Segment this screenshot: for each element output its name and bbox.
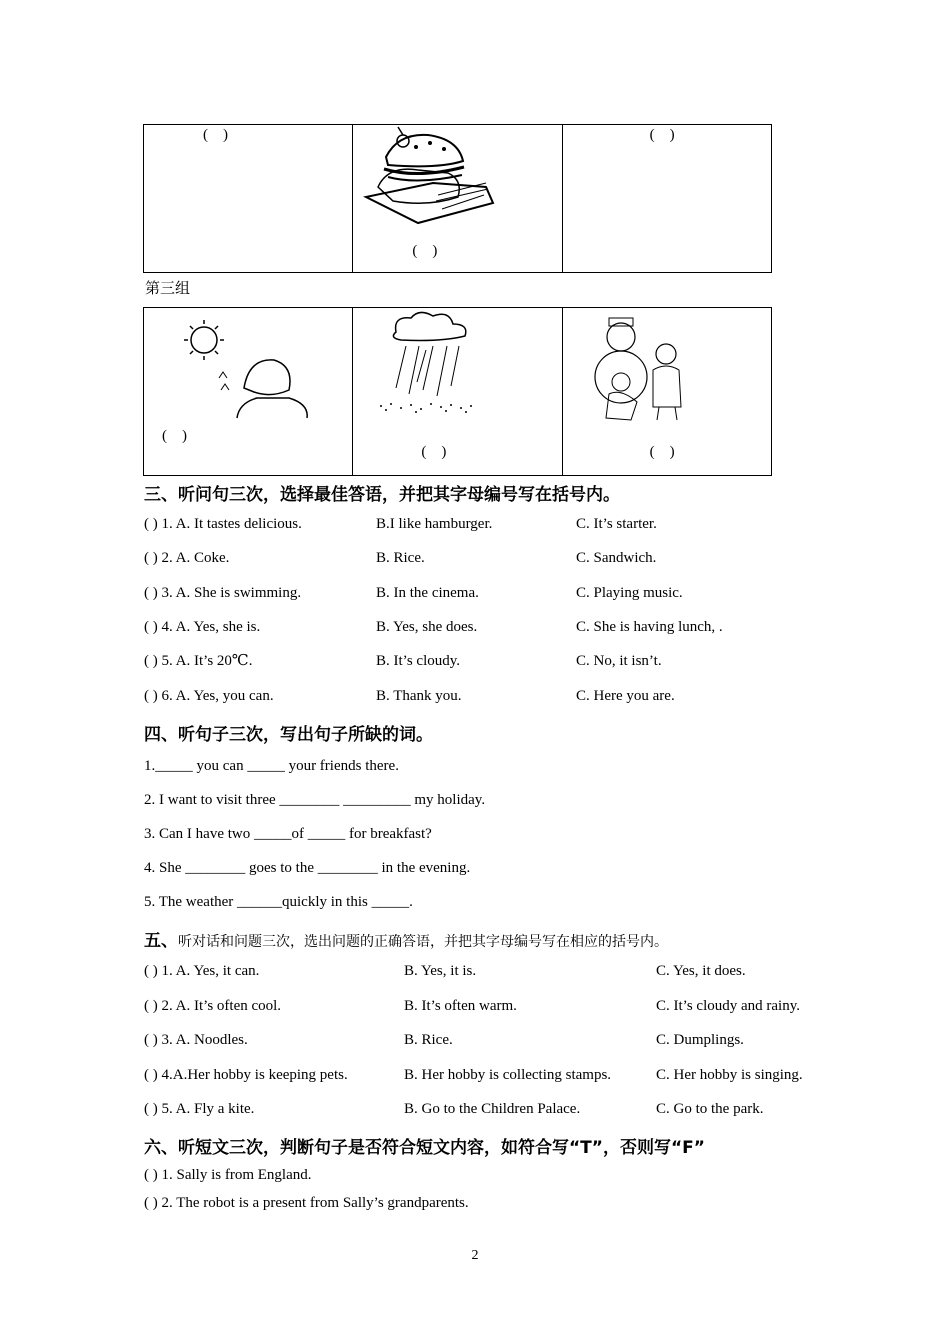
fill-blank-line: 5. The weather ______quickly in this _____. (144, 894, 413, 910)
answer-paren[interactable]: ( ) (421, 444, 447, 460)
answer-paren[interactable]: ( ) (412, 243, 438, 259)
question-option-a: ( ) 3. A. She is swimming. (144, 585, 302, 601)
question-option-b: B. Rice. (404, 1032, 453, 1048)
answer-paren[interactable]: ( ) (649, 127, 675, 143)
question-option-c: C. Her hobby is singing. (656, 1067, 803, 1083)
question-option-a: ( ) 1. A. It tastes delicious. (144, 516, 302, 532)
fill-blank-line: 3. Can I have two _____of _____ for breakfast? (144, 826, 432, 842)
hot-sun-illustration (159, 318, 329, 428)
fill-blank-line: 1._____ you can _____ your friends there. (144, 758, 399, 774)
question-option-a: ( ) 5. A. It’s 20℃. (144, 653, 253, 669)
section3-title: 三、听问句三次，选择最佳答语，并把其字母编号写在括号内。 (144, 485, 620, 505)
question-option-c: C. Dumplings. (656, 1032, 744, 1048)
question-option-b: B. It’s cloudy. (376, 653, 461, 669)
picture-grid-group2 (143, 124, 772, 273)
picture-cell-1 (144, 125, 353, 272)
question-option-a: ( ) 2. A. It’s often cool. (144, 998, 282, 1014)
picture-cell-rain (353, 308, 562, 475)
picture-cell-sunny-hot (144, 308, 353, 475)
answer-paren[interactable]: ( ) (649, 444, 675, 460)
question-option-c: C. Here you are. (576, 688, 675, 704)
picture-grid-group3 (143, 307, 772, 476)
question-option-b: B. In the cinema. (376, 585, 479, 601)
question-option-a: ( ) 1. A. Yes, it can. (144, 963, 260, 979)
section6-title: 六、听短文三次，判断句子是否符合短文内容，如符合写“T”，否则写“F” (144, 1138, 705, 1158)
question-option-c: C. It’s cloudy and rainy. (656, 998, 801, 1014)
group3-label: 第三组 (145, 279, 191, 297)
question-option-c: C. Sandwich. (576, 550, 657, 566)
section5-instruction: 听对话和问题三次，选出问题的正确答语，并把其字母编号写在相应的括号内。 (178, 934, 668, 950)
page-number: 2 (471, 1248, 479, 1263)
question-option-c: C. No, it isn’t. (576, 653, 662, 669)
true-false-item: ( ) 2. The robot is a present from Sally’s grandparents. (144, 1195, 469, 1211)
question-option-b: B. Go to the Children Palace. (404, 1101, 581, 1117)
section5-number: 五、 (144, 931, 178, 951)
question-option-c: C. Yes, it does. (656, 963, 746, 979)
question-option-a: ( ) 2. A. Coke. (144, 550, 230, 566)
question-option-c: C. Go to the park. (656, 1101, 764, 1117)
rain-cloud-illustration (371, 310, 491, 420)
question-option-a: ( ) 4. A. Yes, she is. (144, 619, 261, 635)
question-option-c: C. Playing music. (576, 585, 683, 601)
question-option-c: C. It’s starter. (576, 516, 657, 532)
question-option-b: B.I like hamburger. (376, 516, 493, 532)
section4-title: 四、听句子三次，写出句子所缺的词。 (144, 725, 433, 745)
question-option-b: B. Yes, it is. (404, 963, 477, 979)
picture-cell-hamburger (353, 125, 562, 272)
section5-title (144, 926, 668, 951)
snowman-children-illustration (581, 312, 701, 432)
question-option-b: B. Rice. (376, 550, 425, 566)
question-option-b: B. Thank you. (376, 688, 462, 704)
fill-blank-line: 2. I want to visit three ________ _________ my holiday. (144, 792, 486, 808)
question-option-a: ( ) 5. A. Fly a kite. (144, 1101, 255, 1117)
picture-cell-3 (563, 125, 771, 272)
picture-cell-snow (563, 308, 771, 475)
question-option-c: C. She is having lunch, . (576, 619, 723, 635)
hamburger-fries-illustration (358, 125, 508, 235)
question-option-b: B. Her hobby is collecting stamps. (404, 1067, 612, 1083)
true-false-item: ( ) 1. Sally is from England. (144, 1167, 312, 1183)
fill-blank-line: 4. She ________ goes to the ________ in the evening. (144, 860, 471, 876)
question-option-a: ( ) 4.A.Her hobby is keeping pets. (144, 1067, 348, 1083)
question-option-a: ( ) 3. A. Noodles. (144, 1032, 248, 1048)
answer-paren[interactable]: ( ) (162, 428, 187, 444)
question-option-b: B. It’s often warm. (404, 998, 517, 1014)
answer-paren[interactable]: ( ) (203, 127, 228, 143)
question-option-b: B. Yes, she does. (376, 619, 478, 635)
question-option-a: ( ) 6. A. Yes, you can. (144, 688, 274, 704)
